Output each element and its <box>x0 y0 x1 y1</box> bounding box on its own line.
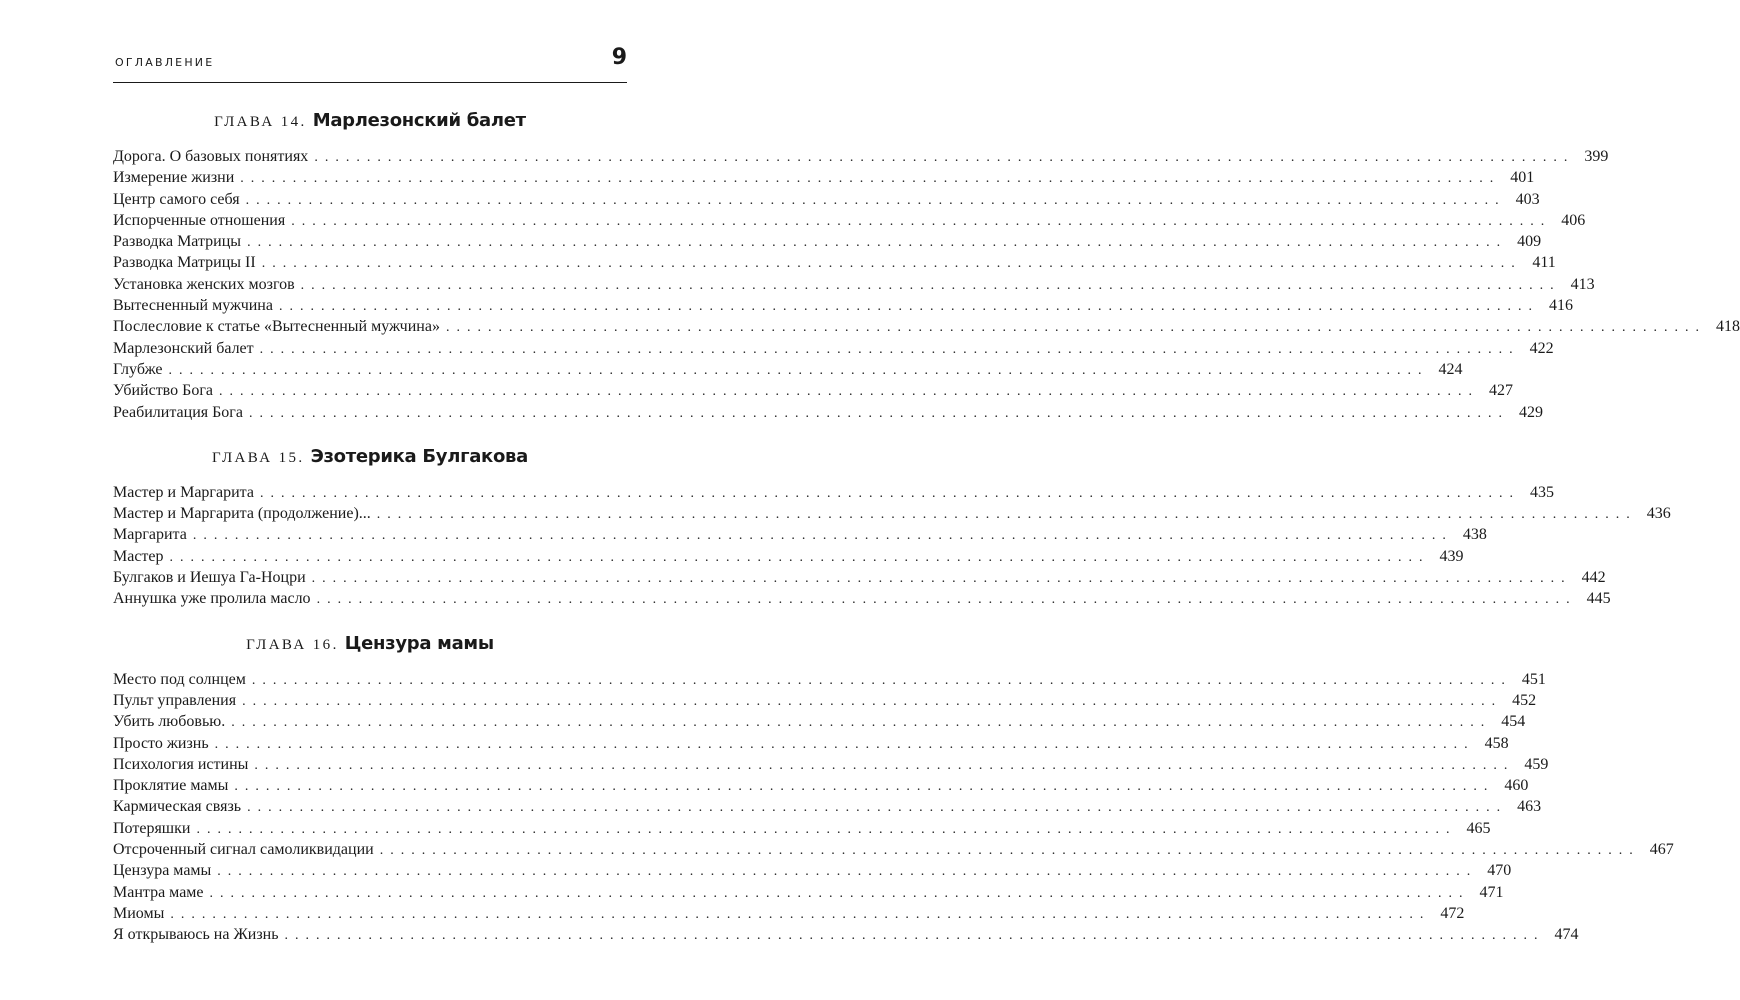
toc-entry[interactable] <box>113 274 1595 295</box>
toc-entry-title: Место под солнцем <box>113 670 246 688</box>
toc-entry[interactable] <box>113 775 1529 796</box>
dot-leader: ........................................................................................................................ <box>259 341 1520 357</box>
toc-entry[interactable] <box>113 588 1611 609</box>
toc-entry-title: Отсроченный сигнал самоликвидации <box>113 841 374 859</box>
toc-entry[interactable] <box>113 231 1542 252</box>
toc-entry-title: Проклятие мамы <box>113 777 229 795</box>
toc-entry-title: Я открываюсь на Жизнь <box>113 926 279 944</box>
toc-entry[interactable] <box>113 924 1579 945</box>
toc-entry-title: Мастер <box>113 547 164 565</box>
chapter-heading <box>113 629 627 659</box>
dot-leader: ........................................................................................................................ <box>379 843 1640 859</box>
toc-entry[interactable] <box>113 338 1554 359</box>
toc-entry-page: 413 <box>1570 275 1595 293</box>
chapter-title: Цензура мамы <box>344 632 494 654</box>
dot-leader: ........................................................................................................................ <box>247 235 1508 251</box>
toc-entry-page: 418 <box>1715 318 1740 336</box>
dot-leader: ........................................................................................................................ <box>291 213 1552 229</box>
dot-leader: ........................................................................................................................ <box>376 507 1637 523</box>
dot-leader: ........................................................................................................................ <box>314 150 1575 165</box>
toc-entry[interactable] <box>113 189 1540 210</box>
toc-entry-title: Просто жизнь <box>113 734 209 752</box>
toc-entry-page: 406 <box>1561 211 1586 229</box>
toc-entry-title: Вытесненный мужчина <box>113 297 273 315</box>
toc-entry-page: 439 <box>1439 547 1464 565</box>
chapter-title: Марлезонский балет <box>312 110 526 131</box>
toc-entry-title: Установка женских мозгов <box>113 275 295 293</box>
toc-entry[interactable] <box>113 669 1546 690</box>
dot-leader: ........................................................................................................................ <box>316 592 1577 608</box>
chapter-section <box>113 442 1671 610</box>
toc-entry-title: Дорога. О базовых понятиях <box>113 148 309 165</box>
toc-entry[interactable] <box>113 482 1554 503</box>
toc-entry-title: Аннушка уже пролила масло <box>113 590 311 608</box>
toc-entry-title: Разводка Матрицы <box>113 233 242 251</box>
dot-leader: ........................................................................................................................ <box>259 485 1520 501</box>
chapter-label: ГЛАВА 15. <box>212 449 305 466</box>
toc-entry[interactable] <box>113 882 1504 903</box>
toc-entry[interactable] <box>113 754 1549 775</box>
dot-leader: ........................................................................................................................ <box>214 736 1475 752</box>
toc-entry-title: Мантра маме <box>113 883 204 901</box>
dot-leader: ........................................................................................................................ <box>311 571 1572 587</box>
toc-entry[interactable] <box>113 711 1526 732</box>
toc-entry-page: 445 <box>1586 590 1611 608</box>
toc-entry[interactable] <box>113 167 1535 188</box>
toc-entry-title: Кармическая связь <box>113 798 242 816</box>
toc-entry-page: 472 <box>1440 904 1465 922</box>
toc-entry[interactable] <box>113 546 1464 567</box>
toc-entry-title: Убийство Бога <box>113 382 213 400</box>
dot-leader: ........................................................................................................................ <box>251 672 1512 688</box>
dot-leader: ........................................................................................................................ <box>168 362 1429 378</box>
toc-entry-title: Психология истины <box>113 755 249 773</box>
toc-entry-page: 409 <box>1517 233 1542 251</box>
toc-entry[interactable] <box>113 818 1491 839</box>
toc-entry-title: Измерение жизни <box>113 169 235 187</box>
dot-leader: ........................................................................................................................ <box>234 779 1495 795</box>
toc-entry-page: 422 <box>1529 339 1554 357</box>
dot-leader: ........................................................................................................................ <box>217 864 1478 880</box>
toc-entry-page: 452 <box>1512 691 1537 709</box>
toc-entry-title: Убить любовью. <box>113 713 226 731</box>
table-of-contents <box>113 106 1740 965</box>
dot-leader: ........................................................................................................................ <box>247 800 1508 816</box>
toc-entry-page: 424 <box>1438 360 1463 378</box>
toc-entry[interactable] <box>113 316 1740 337</box>
toc-entry-page: 474 <box>1554 926 1579 944</box>
toc-entry-title: Марлезонский балет <box>113 339 254 357</box>
toc-entry-title: Миомы <box>113 904 165 922</box>
toc-entry[interactable] <box>113 402 1543 423</box>
toc-entry-title: Послесловие к статье «Вытесненный мужчина» <box>113 318 440 336</box>
dot-leader: ........................................................................................................................ <box>209 885 1470 901</box>
dot-leader: ........................................................................................................................ <box>170 906 1431 922</box>
running-head: ОГЛАВЛЕНИЕ <box>115 56 215 69</box>
toc-entry-page: 399 <box>1584 148 1609 165</box>
toc-entry[interactable] <box>113 380 1513 401</box>
chapter-label: ГЛАВА 14. <box>214 114 307 130</box>
page-number: 9 <box>611 45 627 70</box>
chapter-heading <box>113 106 627 136</box>
toc-entry-page: 465 <box>1466 819 1491 837</box>
toc-entry-page: 436 <box>1646 505 1671 523</box>
toc-entry[interactable] <box>113 210 1586 231</box>
chapter-title: Эзотерика Булгакова <box>310 445 528 467</box>
toc-entry-title: Потеряшки <box>113 819 191 837</box>
toc-entry[interactable] <box>113 839 1674 860</box>
toc-entry-page: 429 <box>1518 403 1543 421</box>
dot-leader: ........................................................................................................................ <box>169 549 1430 565</box>
toc-entry-page: 458 <box>1484 734 1509 752</box>
toc-entry-title: Центр самого себя <box>113 190 240 208</box>
toc-entry-page: 442 <box>1581 569 1606 587</box>
toc-entry-title: Пульт управления <box>113 691 237 709</box>
toc-entry-title: Испорченные отношения <box>113 211 286 229</box>
toc-entry[interactable] <box>113 567 1606 588</box>
toc-entry-page: 401 <box>1510 169 1535 187</box>
dot-leader: ........................................................................................................................ <box>300 277 1561 293</box>
dot-leader: ........................................................................................................................ <box>196 821 1457 837</box>
toc-entry[interactable] <box>113 860 1512 881</box>
toc-entry-page: 459 <box>1524 755 1549 773</box>
dot-leader: ........................................................................................................................ <box>261 256 1522 272</box>
dot-leader: ........................................................................................................................ <box>218 384 1479 400</box>
chapter-section <box>113 106 1740 423</box>
toc-entry-title: Маргарита <box>113 526 187 544</box>
dot-leader: ........................................................................................................................ <box>445 320 1706 336</box>
toc-entry-page: 403 <box>1515 190 1540 208</box>
toc-entry-title: Реабилитация Бога <box>113 403 243 421</box>
toc-entry-page: 451 <box>1521 670 1546 688</box>
chapter-label: ГЛАВА 16. <box>246 636 339 653</box>
toc-entry[interactable] <box>113 690 1537 711</box>
toc-entry-page: 438 <box>1462 526 1487 544</box>
toc-entry[interactable] <box>113 796 1542 817</box>
toc-entry-page: 416 <box>1548 297 1573 315</box>
toc-entry-page: 463 <box>1517 798 1542 816</box>
toc-entry-page: 460 <box>1504 777 1529 795</box>
toc-entry[interactable] <box>113 252 1556 273</box>
toc-entry-page: 470 <box>1487 862 1512 880</box>
dot-leader: ........................................................................................................................ <box>248 405 1509 421</box>
dot-leader: ........................................................................................................................ <box>254 757 1515 773</box>
toc-entry[interactable] <box>113 146 1609 167</box>
dot-leader: ........................................................................................................................ <box>245 192 1506 208</box>
toc-entry-title: Булгаков и Иешуа Га-Ноцри <box>113 569 306 587</box>
toc-entry[interactable] <box>113 359 1463 380</box>
chapter-section <box>113 629 1674 946</box>
chapter-heading <box>113 442 627 472</box>
page-header <box>113 45 627 83</box>
dot-leader: ........................................................................................................................ <box>278 299 1539 315</box>
dot-leader: ........................................................................................................................ <box>231 715 1492 731</box>
toc-entry-page: 427 <box>1488 382 1513 400</box>
toc-entry-page: 454 <box>1501 713 1526 731</box>
dot-leader: ........................................................................................................................ <box>284 928 1545 944</box>
dot-leader: ........................................................................................................................ <box>242 693 1503 709</box>
toc-entry[interactable] <box>113 733 1509 754</box>
toc-entry-title: Цензура мамы <box>113 862 212 880</box>
toc-entry[interactable] <box>113 503 1671 524</box>
toc-entry[interactable] <box>113 295 1573 316</box>
toc-entry-title: Мастер и Маргарита <box>113 483 254 501</box>
toc-entry[interactable] <box>113 903 1465 924</box>
toc-entry-page: 471 <box>1479 883 1504 901</box>
toc-entry-page: 435 <box>1529 483 1554 501</box>
toc-entry-title: Разводка Матрицы II <box>113 254 256 272</box>
toc-entry-page: 467 <box>1649 841 1674 859</box>
dot-leader: ........................................................................................................................ <box>240 171 1501 187</box>
dot-leader: ........................................................................................................................ <box>192 528 1453 544</box>
toc-entry-page: 411 <box>1532 254 1556 272</box>
toc-entry-title: Мастер и Маргарита (продолжение)... <box>113 505 371 523</box>
toc-entry-title: Глубже <box>113 360 163 378</box>
toc-entry[interactable] <box>113 524 1487 545</box>
